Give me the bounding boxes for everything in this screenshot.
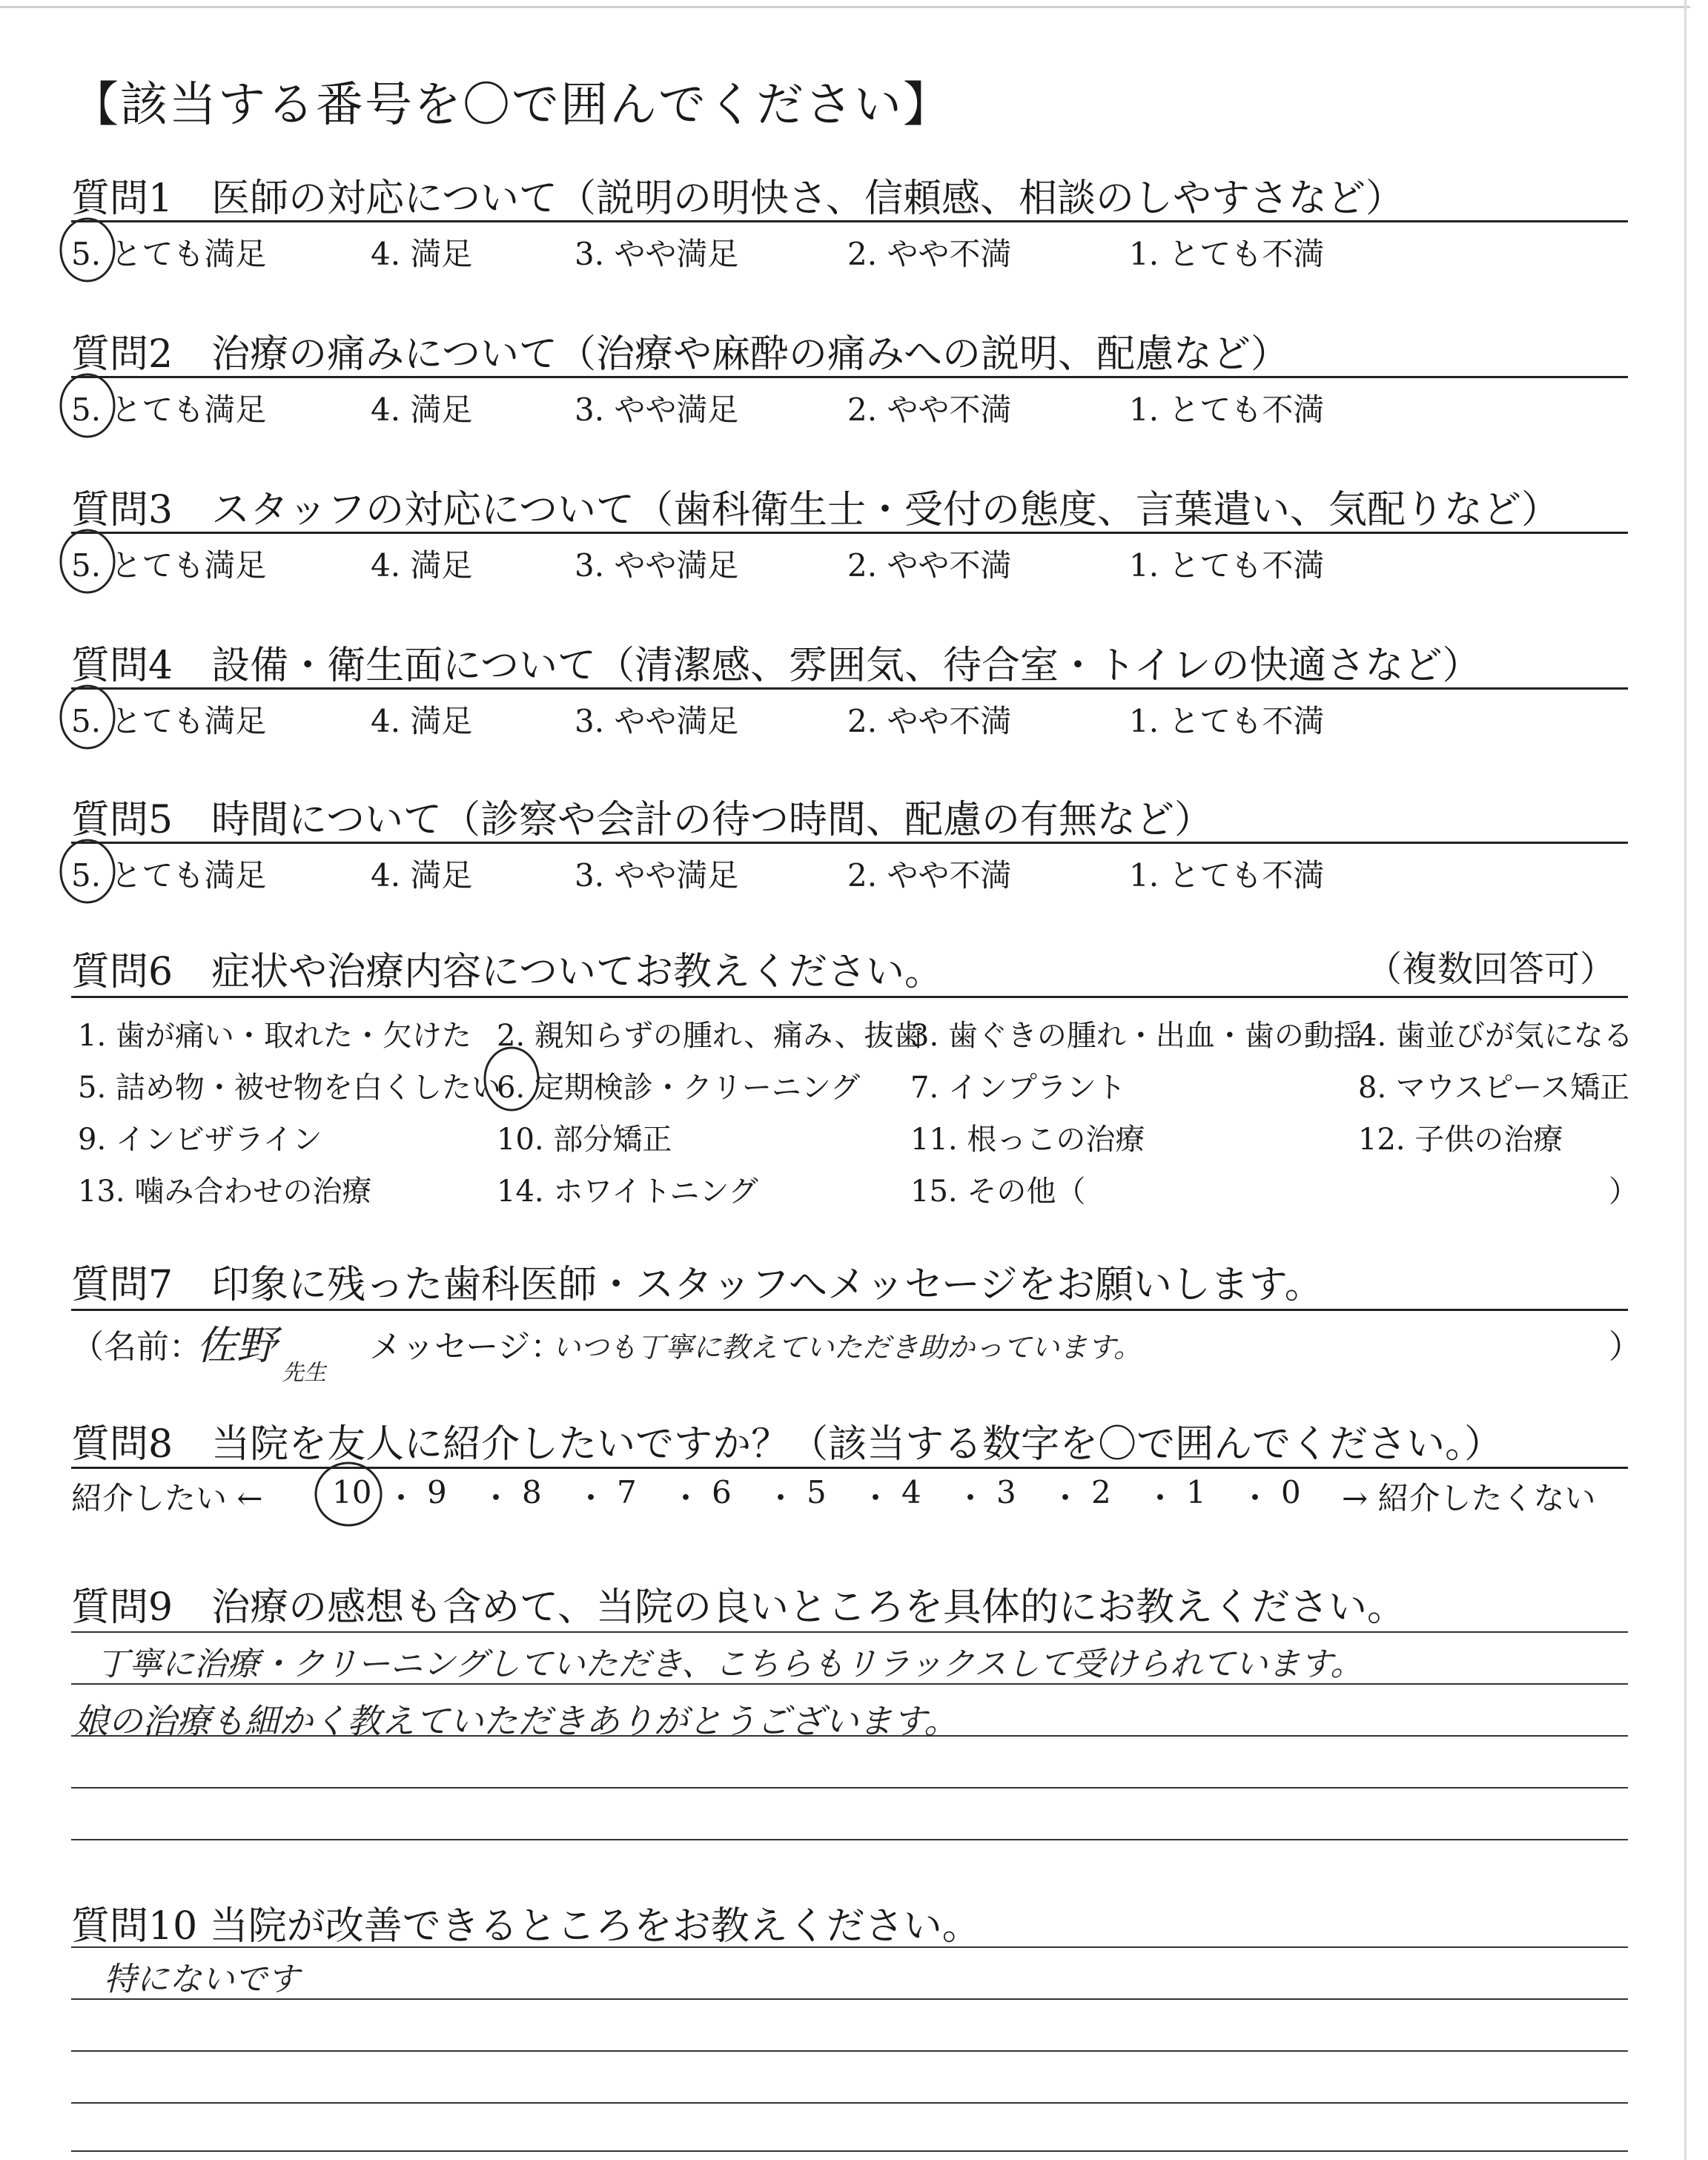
q8-separator: ・	[670, 1480, 702, 1516]
q6-option-4[interactable]: 4. 歯並びが気になる	[1358, 1019, 1633, 1053]
q7-message-label: メッセージ：	[369, 1328, 563, 1366]
q6-note: （複数回答可）	[1366, 948, 1616, 990]
q6-option-12[interactable]: 12. 子供の治療	[1358, 1123, 1563, 1157]
q4-option-1[interactable]: 1. とても不満	[1129, 703, 1325, 739]
q6-option-14[interactable]: 14. ホワイトニング	[497, 1175, 758, 1209]
q8-scale-6[interactable]: 6	[712, 1474, 732, 1510]
q10-answer: 特にないです	[104, 1961, 299, 1998]
q1-option-5[interactable]: 5. とても満足	[71, 236, 267, 272]
q8-title: 質問8 当院を友人に紹介したいですか？（該当する数字を〇で囲んでください。）	[71, 1422, 1503, 1467]
q8-separator: ・	[480, 1480, 512, 1516]
q5-option-3[interactable]: 3. やや満足	[575, 857, 739, 894]
q10-title: 質問10 当院が改善できるところをお教えください。	[71, 1904, 981, 1949]
q7-message-value: いつも丁寧に教えていただき助かっています。	[552, 1331, 1142, 1364]
q4-option-3[interactable]: 3. やや満足	[575, 703, 739, 739]
q2-option-1[interactable]: 1. とても不満	[1129, 392, 1325, 428]
q6-option-15[interactable]: 15. その他（	[910, 1175, 1086, 1209]
q8-scale-3[interactable]: 3	[996, 1474, 1016, 1510]
q8-left-label: 紹介したい ←	[71, 1480, 263, 1516]
q6-option-8[interactable]: 8. マウスピース矯正	[1358, 1071, 1630, 1105]
q8-right-label: → 紹介したくない	[1342, 1480, 1596, 1516]
q6-option-3[interactable]: 3. 歯ぐきの腫れ・出血・歯の動揺	[910, 1019, 1363, 1053]
q5-option-5[interactable]: 5. とても満足	[71, 857, 267, 894]
q8-scale-4[interactable]: 4	[901, 1474, 921, 1510]
q1-option-4[interactable]: 4. 満足	[371, 236, 473, 272]
q1-selection-circle	[61, 219, 114, 281]
q3-option-5[interactable]: 5. とても満足	[71, 547, 267, 584]
q3-selection-circle	[61, 530, 114, 592]
q1-option-1[interactable]: 1. とても不満	[1129, 236, 1325, 272]
q4-option-2[interactable]: 2. やや不満	[847, 703, 1012, 739]
q2-title: 質問2 治療の痛みについて（治療や麻酔の痛みへの説明、配慮など）	[71, 332, 1290, 377]
q3-option-3[interactable]: 3. やや満足	[575, 547, 739, 584]
q8-scale-8[interactable]: 8	[522, 1474, 542, 1510]
q8-scale-10[interactable]: 10	[332, 1474, 372, 1510]
q6-option-7[interactable]: 7. インプラント	[910, 1071, 1126, 1105]
q5-option-1[interactable]: 1. とても不満	[1129, 857, 1325, 894]
q8-separator: ・	[955, 1480, 987, 1516]
q8-selection-circle	[316, 1463, 381, 1525]
q7-name-value: 佐野	[196, 1322, 277, 1369]
q3-option-1[interactable]: 1. とても不満	[1129, 547, 1325, 584]
q7-title: 質問7 印象に残った歯科医師・スタッフへメッセージをお願いします。	[71, 1263, 1323, 1307]
q3-option-2[interactable]: 2. やや不満	[847, 547, 1012, 584]
q1-option-3[interactable]: 3. やや満足	[575, 236, 739, 272]
q6-option-10[interactable]: 10. 部分矯正	[497, 1123, 672, 1157]
q2-option-2[interactable]: 2. やや不満	[847, 392, 1012, 428]
q6-option-9[interactable]: 9. インビザライン	[78, 1123, 322, 1157]
q6-option-6[interactable]: 6. 定期検診・クリーニング	[497, 1071, 861, 1105]
q6-title: 質問6 症状や治療内容についてお教えください。	[71, 950, 944, 994]
q6-selection-circle	[485, 1048, 538, 1110]
q2-option-5[interactable]: 5. とても満足	[71, 392, 267, 428]
q5-title: 質問5 時間について（診察や会計の待つ時間、配慮の有無など）	[71, 798, 1214, 842]
q3-option-4[interactable]: 4. 満足	[371, 547, 473, 584]
q1-title: 質問1 医師の対応について（説明の明快さ、信頼感、相談のしやすさなど）	[71, 176, 1404, 221]
q8-separator: ・	[1239, 1480, 1271, 1516]
q8-scale-5[interactable]: 5	[807, 1474, 827, 1510]
q6-option-2[interactable]: 2. 親知らずの腫れ、痛み、抜歯	[497, 1019, 924, 1053]
q9-title: 質問9 治療の感想も含めて、当院の良いところを具体的にお教えください。	[71, 1585, 1406, 1630]
q8-scale-2[interactable]: 2	[1091, 1474, 1111, 1510]
q4-title: 質問4 設備・衛生面について（清潔感、雰囲気、待合室・トイレの快適さなど）	[71, 644, 1481, 688]
q6-option-1[interactable]: 1. 歯が痛い・取れた・欠けた	[78, 1019, 471, 1053]
q5-selection-circle	[61, 840, 114, 902]
q8-separator: ・	[1050, 1480, 1082, 1516]
q8-separator: ・	[1145, 1480, 1176, 1516]
q4-option-5[interactable]: 5. とても満足	[71, 703, 267, 739]
q6-option-5[interactable]: 5. 詰め物・被せ物を白くしたい	[78, 1071, 501, 1105]
q8-scale-1[interactable]: 1	[1186, 1474, 1206, 1510]
q8-scale-7[interactable]: 7	[617, 1474, 637, 1510]
q8-separator: ・	[860, 1480, 892, 1516]
q6-option-11[interactable]: 11. 根っこの治療	[910, 1123, 1145, 1157]
q8-separator: ・	[385, 1480, 417, 1516]
q5-option-2[interactable]: 2. やや不満	[847, 857, 1012, 894]
q8-separator: ・	[765, 1480, 797, 1516]
q4-selection-circle	[61, 686, 114, 748]
q8-separator: ・	[575, 1480, 607, 1516]
q7-name-label: （名前：	[71, 1328, 202, 1366]
instruction-header: 【該当する番号を〇で囲んでください】	[71, 78, 952, 133]
q8-scale-0[interactable]: 0	[1281, 1474, 1301, 1510]
q7-name-suffix: 先生	[282, 1360, 326, 1386]
q2-option-4[interactable]: 4. 満足	[371, 392, 473, 428]
q4-option-4[interactable]: 4. 満足	[371, 703, 473, 739]
q3-title: 質問3 スタッフの対応について（歯科衛生士・受付の態度、言葉遣い、気配りなど）	[71, 488, 1560, 532]
q9-answer-1: 丁寧に治療・クリーニングしていただき、こちらもリラックスして受けられています。	[96, 1645, 1363, 1683]
q2-option-3[interactable]: 3. やや満足	[575, 392, 739, 428]
q8-scale-9[interactable]: 9	[427, 1474, 447, 1510]
q1-option-2[interactable]: 2. やや不満	[847, 236, 1012, 272]
q6-other-close: ）	[1609, 1175, 1638, 1209]
q2-selection-circle	[61, 374, 114, 437]
q9-answer-2: 娘の治療も細かく教えていただきありがとうございます。	[74, 1701, 959, 1741]
q7-close: ）	[1609, 1328, 1641, 1366]
q5-option-4[interactable]: 4. 満足	[371, 857, 473, 894]
q6-option-13[interactable]: 13. 噛み合わせの治療	[78, 1175, 372, 1209]
